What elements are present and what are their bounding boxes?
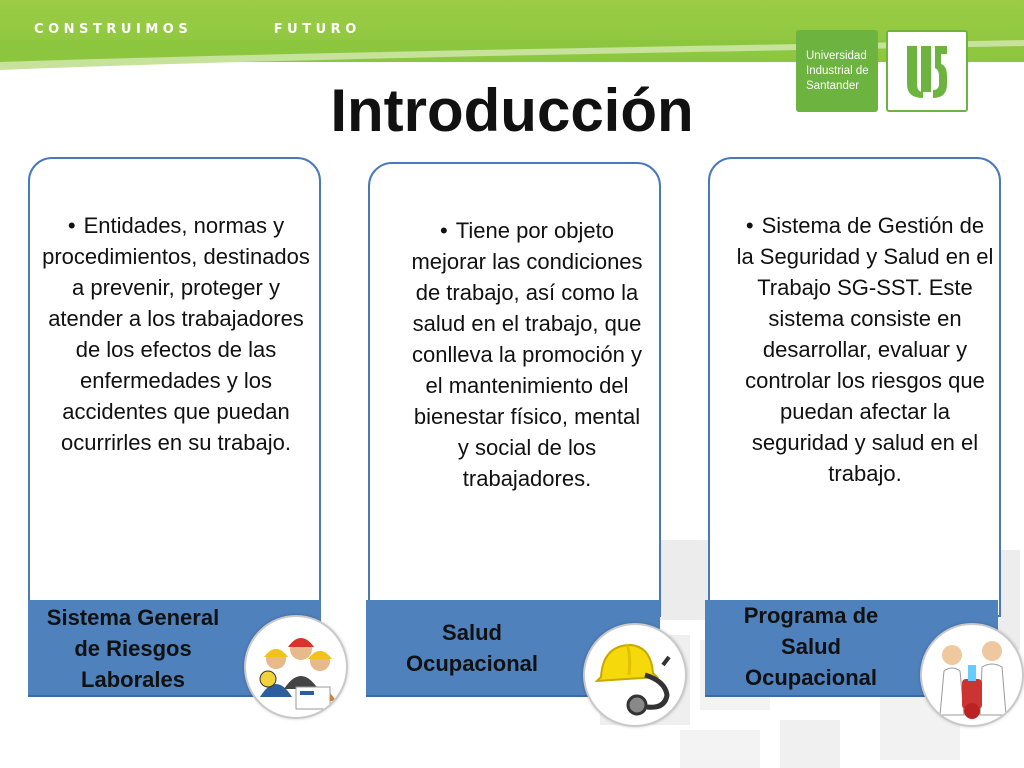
logo-line-2: Industrial de — [806, 64, 869, 77]
card-3-footer-label: Programa de Salud Ocupacional — [743, 603, 879, 690]
tagline — [34, 22, 356, 42]
card-2-body: • Tiene por objeto mejorar las condiciones de trabajo, así como la salud en el trabajo, que conlleva la promoción y el mantenimiento del bienestar físico, mental y social de los trabajadores. — [411, 218, 643, 491]
card-3-text: Sistema de Gestión de la Seguridad y Salud en el Trabajo SG-SST. Este sistema consiste en desarrollar, evaluar y controlar los riesgos que puedan afectar la seguridad y salud en el trabajo. — [736, 213, 994, 486]
tagline-word-construimos: C O N S T R U I M O S — [34, 22, 188, 37]
logo-line-3: Santander — [806, 79, 860, 92]
helmet-stethoscope-icon — [583, 623, 687, 727]
logo-line-1: Universidad — [806, 49, 867, 62]
card-3-body: • Sistema de Gestión de la Seguridad y Salud en el Trabajo SG-SST. Este sistema consiste en desarrollar, evaluar y controlar los riesgos que puedan afectar la seguridad y salud en el trabajo. — [736, 213, 994, 486]
card-1-body: • Entidades, normas y procedimientos, destinados a prevenir, proteger y atender a los trabajadores de los efectos de las enfermedades y los accidentes que puedan ocurrirles en su trabajo. — [42, 213, 310, 455]
card-1-text: Entidades, normas y procedimientos, destinados a prevenir, proteger y atender a los trabajadores de los efectos de las enfermedades y los accidentes que puedan ocurrirles en su trabajo. — [42, 213, 310, 455]
tagline-word-futuro: F U T U R O — [273, 22, 357, 37]
workers-icon — [244, 615, 348, 719]
page-title: Introducción — [330, 77, 694, 144]
card-1-footer-label: Sistema General de Riesgos Laborales — [46, 605, 220, 692]
scientists-icon — [920, 623, 1024, 727]
card-2-text: Tiene por objeto mejorar las condiciones de trabajo, así como la salud en el trabajo, que conlleva la promoción y el mantenimiento del bienestar físico, mental y social de los trabajadores. — [411, 218, 643, 491]
card-2-footer-label: Salud Ocupacional — [405, 620, 539, 676]
